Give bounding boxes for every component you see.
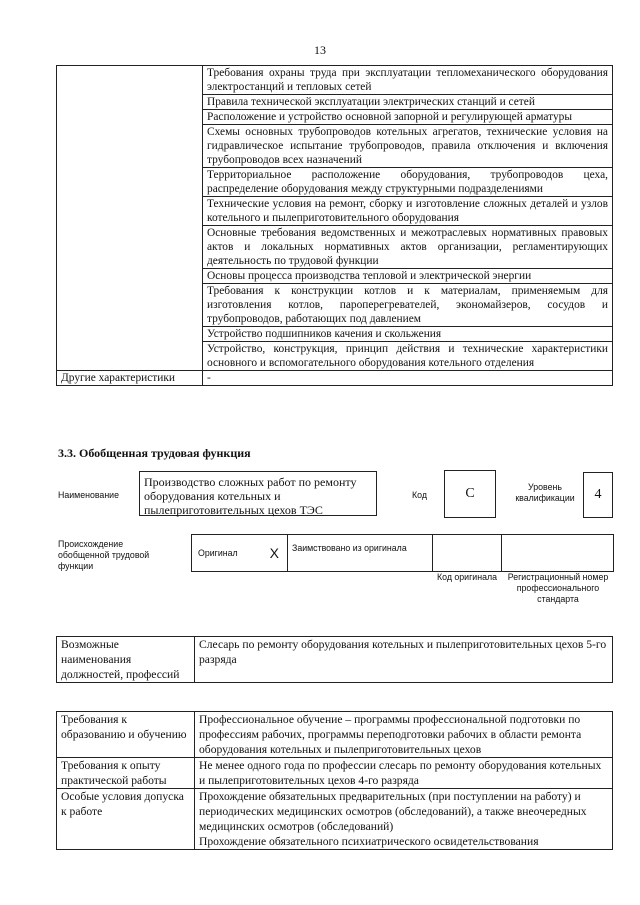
experience-label: Требования к опыту практической работы: [57, 758, 195, 789]
name-label: Наименование: [58, 490, 119, 500]
knowledge-item: Требования охраны труда при эксплуатации тепломеханического оборудования электростанций и тепловых сетей: [203, 66, 613, 95]
function-name-box: Производство сложных работ по ремонту оборудования котельных и пылеприготовительных цехов ТЭС: [139, 471, 377, 516]
positions-table: [56, 636, 613, 683]
positions-label: Возможные наименования должностей, профессий: [57, 637, 195, 683]
knowledge-item: Устройство подшипников качения и скольжения: [203, 327, 613, 342]
table-row: [192, 535, 614, 572]
original-label: Оригинал: [198, 547, 238, 558]
original-code-cell: [433, 535, 502, 572]
other-characteristics-label: Другие характеристики: [57, 371, 203, 386]
table-row: [57, 789, 613, 850]
table-row: [57, 758, 613, 789]
admission-condition-psychiatric: Прохождение обязательного психиатрического освидетельствования: [199, 835, 539, 848]
code-box: C: [444, 470, 496, 518]
original-mark: X: [269, 544, 279, 561]
borrowed-label: Заимствовано из оригинала: [292, 543, 407, 553]
admission-conditions-value: [195, 789, 613, 850]
knowledge-item: Расположение и устройство основной запорной и регулирующей арматуры: [203, 110, 613, 125]
qualification-level-box: 4: [583, 472, 613, 518]
education-label: Требования к образованию и обучению: [57, 712, 195, 758]
knowledge-item: Требования к конструкции котлов и к материалам, применяемым для изготовления котлов, пароперегревателей, экономайзеров, сосудов и трубопроводов, работающих под давлением: [203, 284, 613, 327]
table-row: [57, 371, 613, 386]
table-row: [57, 712, 613, 758]
admission-condition-medical: Прохождение обязательных предварительных (при поступлении на работу) и периодических медицинских осмотров (обследований), а также внеочередных медицинских осмотров (обследований): [199, 790, 587, 833]
table-row: [57, 637, 613, 683]
positions-value: Слесарь по ремонту оборудования котельных и пылеприготовительных цехов 5-го разряда: [195, 637, 613, 683]
registration-number-caption: Регистрационный номер профессионального стандарта: [507, 572, 609, 604]
knowledge-item: Территориальное расположение оборудования, трубопроводов цеха, распределение оборудования между структурными подразделениями: [203, 168, 613, 197]
experience-value: Не менее одного года по профессии слесарь по ремонту оборудования котельных и пылеприготовительных цехов 4-го разряда: [195, 758, 613, 789]
original-code-caption: Код оригинала: [437, 572, 497, 582]
knowledge-table: [56, 65, 613, 386]
borrowed-cell: [288, 535, 433, 572]
knowledge-item: Технические условия на ремонт, сборку и изготовление сложных деталей и узлов котельного и пылеприготовительного оборудования: [203, 197, 613, 226]
code-label: Код: [412, 490, 427, 500]
education-value: Профессиональное обучение – программы профессиональной подготовки по профессиям рабочих, программы переподготовки рабочих в области ремонта оборудования котельных и пылеприготовительных цехов: [195, 712, 613, 758]
knowledge-item: Основы процесса производства тепловой и электрической энергии: [203, 269, 613, 284]
section-title: 3.3. Обобщенная трудовая функция: [58, 446, 251, 460]
original-cell: [192, 535, 288, 572]
requirements-table: [56, 711, 613, 850]
knowledge-item: Основные требования ведомственных и межотраслевых нормативных правовых актов и локальных нормативных актов организации, регламентирующих деятельность по трудовой функции: [203, 226, 613, 269]
knowledge-item: Устройство, конструкция, принцип действия и технические характеристики основного и вспомогательного оборудования котельного отделения: [203, 342, 613, 371]
origin-label: Происхождение обобщенной трудовой функции: [58, 539, 150, 571]
page-number: 13: [314, 43, 326, 57]
table-row: [57, 66, 613, 95]
knowledge-item: Схемы основных трубопроводов котельных агрегатов, технические условия на гидравлическое испытание трубопроводов, правила отключения и включения трубопроводов всех назначений: [203, 125, 613, 168]
admission-conditions-label: Особые условия допуска к работе: [57, 789, 195, 850]
knowledge-item: Правила технической эксплуатации электрических станций и сетей: [203, 95, 613, 110]
registration-number-cell: [502, 535, 614, 572]
qualification-level-label: Уровень квалификации: [515, 482, 575, 503]
other-characteristics-value: -: [203, 371, 613, 386]
knowledge-label-cell: [57, 66, 203, 371]
origin-table: [191, 534, 614, 572]
